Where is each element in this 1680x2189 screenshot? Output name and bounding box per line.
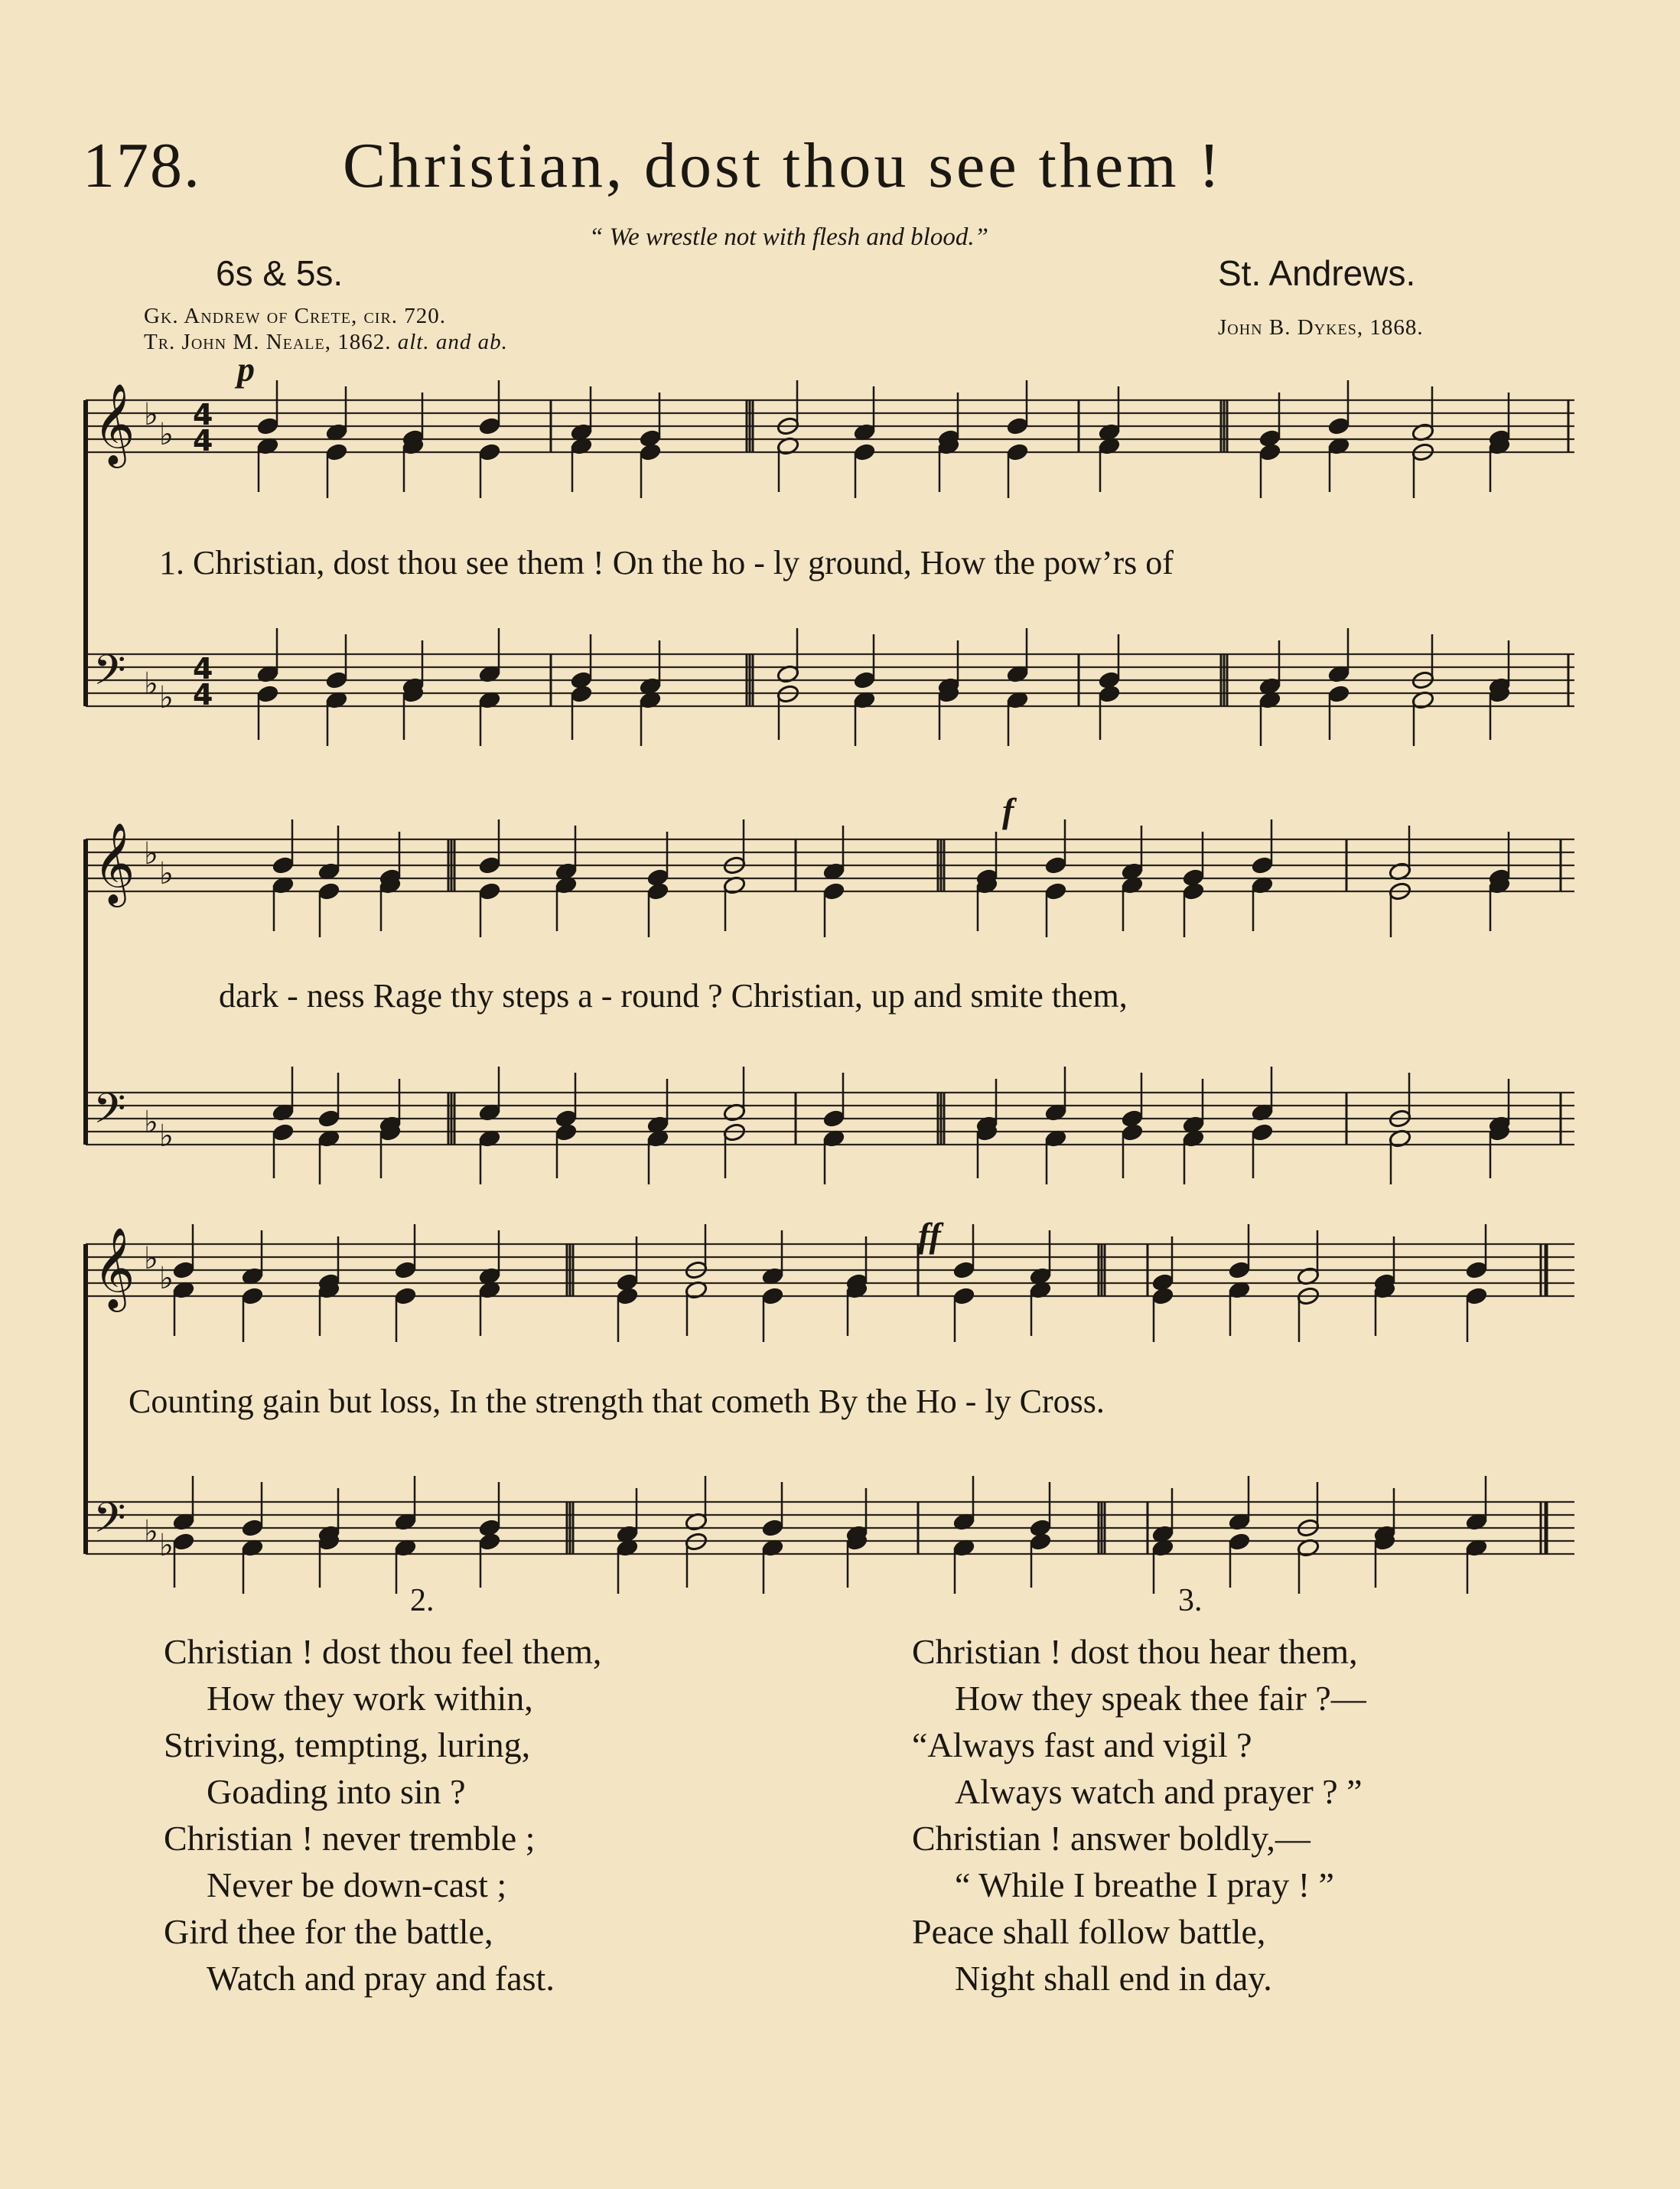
note-head — [616, 1286, 640, 1306]
note-head — [172, 1260, 196, 1280]
verse-line: Christian ! answer boldly,— — [912, 1819, 1310, 1858]
verse-line: Always watch and prayer ? ” — [955, 1772, 1363, 1811]
note-head — [394, 1286, 418, 1306]
note-head — [1098, 684, 1122, 704]
treble-clef: 𝄞 — [93, 383, 135, 464]
flat-sign: ♭ — [159, 856, 174, 891]
treble-clef: 𝄞 — [93, 1226, 135, 1308]
verse-line: Christian ! dost thou hear them, — [912, 1632, 1358, 1671]
note-head — [639, 442, 663, 462]
note-head — [646, 881, 670, 901]
verse-line: Watch and pray and fast. — [207, 1959, 555, 1998]
note-head — [853, 670, 877, 690]
note-head — [256, 416, 280, 436]
flat-sign: ♭ — [144, 666, 158, 702]
flat-sign: ♭ — [144, 836, 158, 871]
note-head — [317, 1109, 341, 1129]
verse-line: Christian ! never tremble ; — [164, 1819, 536, 1858]
flat-sign: ♭ — [159, 417, 174, 452]
bass-clef: 𝄢 — [93, 646, 126, 705]
flat-sign: ♭ — [144, 1105, 158, 1140]
verse-line: Gird thee for the battle, — [164, 1912, 493, 1951]
note-head — [1251, 1122, 1275, 1142]
flat-sign: ♭ — [159, 1119, 174, 1154]
note-head — [1182, 881, 1206, 901]
note-head — [478, 855, 502, 875]
flat-sign: ♭ — [159, 1528, 174, 1563]
note-head — [853, 442, 877, 462]
time-signature: 4 — [193, 652, 213, 686]
note-head — [172, 1532, 196, 1552]
note-head — [241, 1286, 265, 1306]
note-head — [1006, 442, 1030, 462]
note-head — [1258, 442, 1282, 462]
dynamic-piano: p — [237, 350, 255, 389]
note-head — [822, 1109, 846, 1129]
note-head — [478, 416, 502, 436]
verse-2 — [164, 1628, 601, 2002]
composer-credit: John B. Dykes, 1868. — [1218, 315, 1424, 340]
note-head — [478, 442, 502, 462]
lyric-line-2: dark - ness Rage thy steps a - round ? Christian, up and smite them, — [219, 977, 1128, 1015]
flat-sign: ♭ — [144, 397, 158, 432]
note-head — [555, 1122, 578, 1142]
author-line-1: Gk. Andrew of Crete, cir. 720. — [144, 304, 447, 328]
tune-name: St. Andrews. — [1218, 253, 1416, 293]
verse-number-3: 3. — [1178, 1583, 1203, 1618]
note-head — [1029, 1532, 1053, 1552]
note-head — [256, 684, 280, 704]
note-head — [325, 670, 349, 690]
verse-line: “Always fast and vigil ? — [912, 1725, 1252, 1764]
note-head — [1327, 416, 1351, 436]
note-head — [761, 1518, 785, 1538]
note-head — [952, 1286, 976, 1306]
bass-clef: 𝄢 — [93, 1494, 126, 1552]
note-head — [325, 442, 349, 462]
flat-sign: ♭ — [144, 1241, 158, 1276]
note-head — [1044, 855, 1068, 875]
note-head — [1121, 1122, 1144, 1142]
meter: 6s & 5s. — [216, 253, 343, 293]
alteration-note: alt. and ab. — [397, 330, 508, 354]
time-signature: 4 — [193, 398, 213, 432]
note-head — [1465, 1260, 1489, 1280]
hymn-number: 178. — [83, 130, 201, 201]
note-head — [1228, 1260, 1252, 1280]
verse-line: Goading into sin ? — [207, 1772, 466, 1811]
note-head — [1465, 1286, 1489, 1306]
time-signature: 4 — [193, 678, 213, 712]
verse-line: Never be down-cast ; — [207, 1865, 507, 1904]
note-head — [1151, 1286, 1175, 1306]
epigraph: “ We wrestle not with flesh and blood.” — [589, 223, 988, 251]
dynamic-fortissimo: ff — [918, 1216, 941, 1255]
verse-3 — [912, 1628, 1366, 2002]
flat-sign: ♭ — [159, 680, 174, 715]
hymn-title: Christian, dost thou see them ! — [343, 130, 1223, 201]
verse-line: Christian ! dost thou feel them, — [164, 1632, 602, 1671]
note-head — [1006, 416, 1030, 436]
verse-number-2: 2. — [410, 1583, 435, 1618]
flat-sign: ♭ — [144, 1514, 158, 1549]
verse-line: Striving, tempting, luring, — [164, 1725, 531, 1764]
note-head — [822, 881, 846, 901]
treble-clef: 𝄞 — [93, 822, 135, 904]
note-head — [1228, 1532, 1252, 1552]
verse-line: Night shall end in day. — [955, 1959, 1272, 1998]
note-head — [478, 881, 502, 901]
dynamic-forte: f — [1002, 791, 1014, 830]
verse-line: Peace shall follow battle, — [912, 1912, 1266, 1951]
note-head — [761, 1286, 785, 1306]
verse-line: How they speak thee fair ?— — [955, 1679, 1366, 1718]
verse-line: “ While I breathe I pray ! ” — [955, 1865, 1334, 1904]
bass-clef: 𝄢 — [93, 1084, 126, 1143]
note-head — [1044, 881, 1068, 901]
translator: Tr. John M. Neale, 1862. — [144, 330, 392, 354]
note-head — [272, 855, 295, 875]
note-head — [478, 1532, 502, 1552]
note-head — [570, 684, 594, 704]
lyric-line-3: Counting gain but loss, In the strength that cometh By the Ho - ly Cross. — [129, 1383, 1105, 1420]
verse-line: How they work within, — [207, 1679, 533, 1718]
lyric-line-1: 1. Christian, dost thou see them ! On the ho - ly ground, How the pow’rs of — [159, 544, 1174, 581]
note-head — [1251, 855, 1275, 875]
note-head — [952, 1260, 976, 1280]
note-head — [317, 881, 341, 901]
note-head — [241, 1518, 265, 1538]
note-head — [394, 1260, 418, 1280]
note-head — [272, 1122, 295, 1142]
time-signature: 4 — [193, 424, 213, 458]
note-head — [1327, 684, 1351, 704]
flat-sign: ♭ — [159, 1261, 174, 1296]
